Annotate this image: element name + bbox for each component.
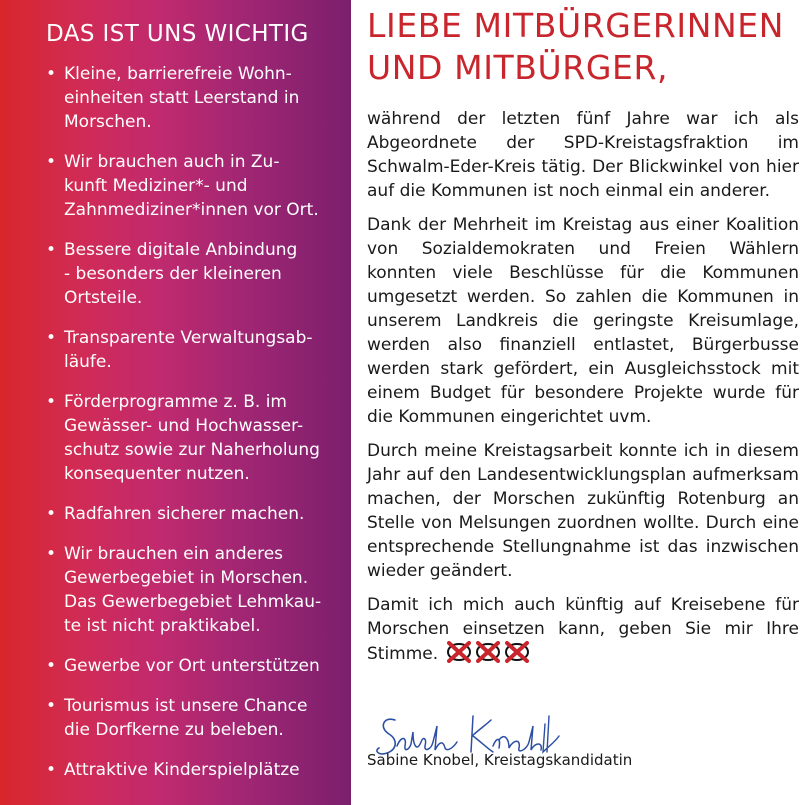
priority-item-line: schutz sowie zur Naherholung xyxy=(64,440,320,460)
bullet-icon: • xyxy=(46,152,57,172)
priority-item-line: Morschen. xyxy=(64,112,152,132)
priority-item-line: - besonders der kleineren xyxy=(64,264,282,284)
priority-item-line: Förderprogramme z. B. im xyxy=(64,392,287,412)
priority-item-line: konsequenter nutzen. xyxy=(64,464,250,484)
bullet-icon: • xyxy=(46,240,57,260)
priority-item xyxy=(46,502,341,526)
priority-item-line: Radfahren sicherer machen. xyxy=(64,504,305,524)
letter-paragraph-2: Dank der Mehrheit im Kreistag aus einer Koalition von Sozialdemokraten und Freien Wählern konnten viele Beschlüsse für die Kommunen umgesetzt werden. So zahlen die Kommunen in unserem Landkreis die geringste Kreisumlage, werden also finanziell entlastet, Bürgerbusse werden stark gefördert, ein Ausgleichsstock mit einem Budget für besondere Projekte wurde für die Kommunen eingerichtet uvm. xyxy=(367,215,799,427)
priorities-panel xyxy=(0,0,351,805)
bullet-icon: • xyxy=(46,760,57,780)
priority-item-line: te ist nicht praktikabel. xyxy=(64,616,261,636)
letter-column xyxy=(367,0,799,805)
bullet-icon: • xyxy=(46,696,57,716)
letter-paragraph-4 xyxy=(367,593,799,666)
letter-paragraph-4-text: Damit ich mich auch künftig auf Kreisebene für Morschen einsetzen kann, geben Sie mir Ihre Stimme. xyxy=(367,595,799,664)
priority-item-line: Ortsteile. xyxy=(64,288,143,308)
bullet-icon: • xyxy=(46,328,57,348)
letter-headline xyxy=(367,5,799,89)
bullet-icon: • xyxy=(46,392,57,412)
priority-item-line: Zahnmediziner*innen vor Ort. xyxy=(64,200,319,220)
headline-line-2: UND MITBÜRGER, xyxy=(367,48,669,87)
priority-item xyxy=(46,326,341,374)
priority-item xyxy=(46,758,341,782)
priority-item xyxy=(46,390,341,486)
priority-item xyxy=(46,150,341,222)
letter-paragraph-1: während der letzten fünf Jahre war ich als Abgeordnete der SPD-Kreistagsfraktion im Schwalm-Eder-Kreis tätig. Der Blickwinkel von hier auf die Kommunen ist noch einmal ein anderer. xyxy=(367,109,799,201)
bullet-icon: • xyxy=(46,64,57,84)
priority-item-line: Bessere digitale Anbindung xyxy=(64,240,298,260)
priority-item-line: Wir brauchen auch in Zu- xyxy=(64,152,280,172)
priority-item-line: Kleine, barrierefreie Wohn- xyxy=(64,64,292,84)
ballot-cross-icon xyxy=(446,641,530,663)
bullet-icon: • xyxy=(46,544,57,564)
letter-paragraph-3: Durch meine Kreistagsarbeit konnte ich in diesem Jahr auf den Landesentwicklungsplan aufmerksam machen, der Morschen zukünftig Rotenburg an Stelle von Melsungen zuordnen wollte. Durch eine entsprechende Stellungnahme ist das inzwischen wieder geändert. xyxy=(367,441,799,581)
priority-item-line: läufe. xyxy=(64,352,112,372)
priority-item xyxy=(46,542,341,638)
headline-line-1: LIEBE MITBÜRGERINNEN xyxy=(367,6,785,45)
priority-item-line: Das Gewerbegebiet Lehmkau- xyxy=(64,592,322,612)
priority-item-line: einheiten statt Leerstand in xyxy=(64,88,300,108)
signature-block xyxy=(367,700,799,790)
priority-item-line: Gewerbe vor Ort unterstützen xyxy=(64,656,320,676)
ballot-cross-icon xyxy=(475,641,501,663)
priority-item-line: die Dorfkerne zu beleben. xyxy=(64,720,284,740)
priorities-heading: DAS IST UNS WICHTIG xyxy=(46,21,309,47)
priority-item-line: Tourismus ist unsere Chance xyxy=(64,696,308,716)
priorities-list xyxy=(46,62,341,782)
bullet-icon: • xyxy=(46,656,57,676)
priority-item-line: kunft Mediziner*- und xyxy=(64,176,248,196)
signature-caption: Sabine Knobel, Kreistagskandidatin xyxy=(367,751,633,769)
priority-item xyxy=(46,654,341,678)
priority-item xyxy=(46,62,341,134)
priority-item xyxy=(46,694,341,742)
ballot-cross-icon xyxy=(504,641,530,663)
priority-item xyxy=(46,238,341,310)
priority-item-line: Attraktive Kinderspielplätze xyxy=(64,760,300,780)
priority-item-line: Transparente Verwaltungsab- xyxy=(64,328,313,348)
ballot-cross-icon xyxy=(446,641,472,663)
priority-item-line: Wir brauchen ein anderes xyxy=(64,544,284,564)
priority-item-line: Gewerbegebiet in Morschen. xyxy=(64,568,309,588)
priority-item-line: Gewässer- und Hochwasser- xyxy=(64,416,304,436)
bullet-icon: • xyxy=(46,504,57,524)
